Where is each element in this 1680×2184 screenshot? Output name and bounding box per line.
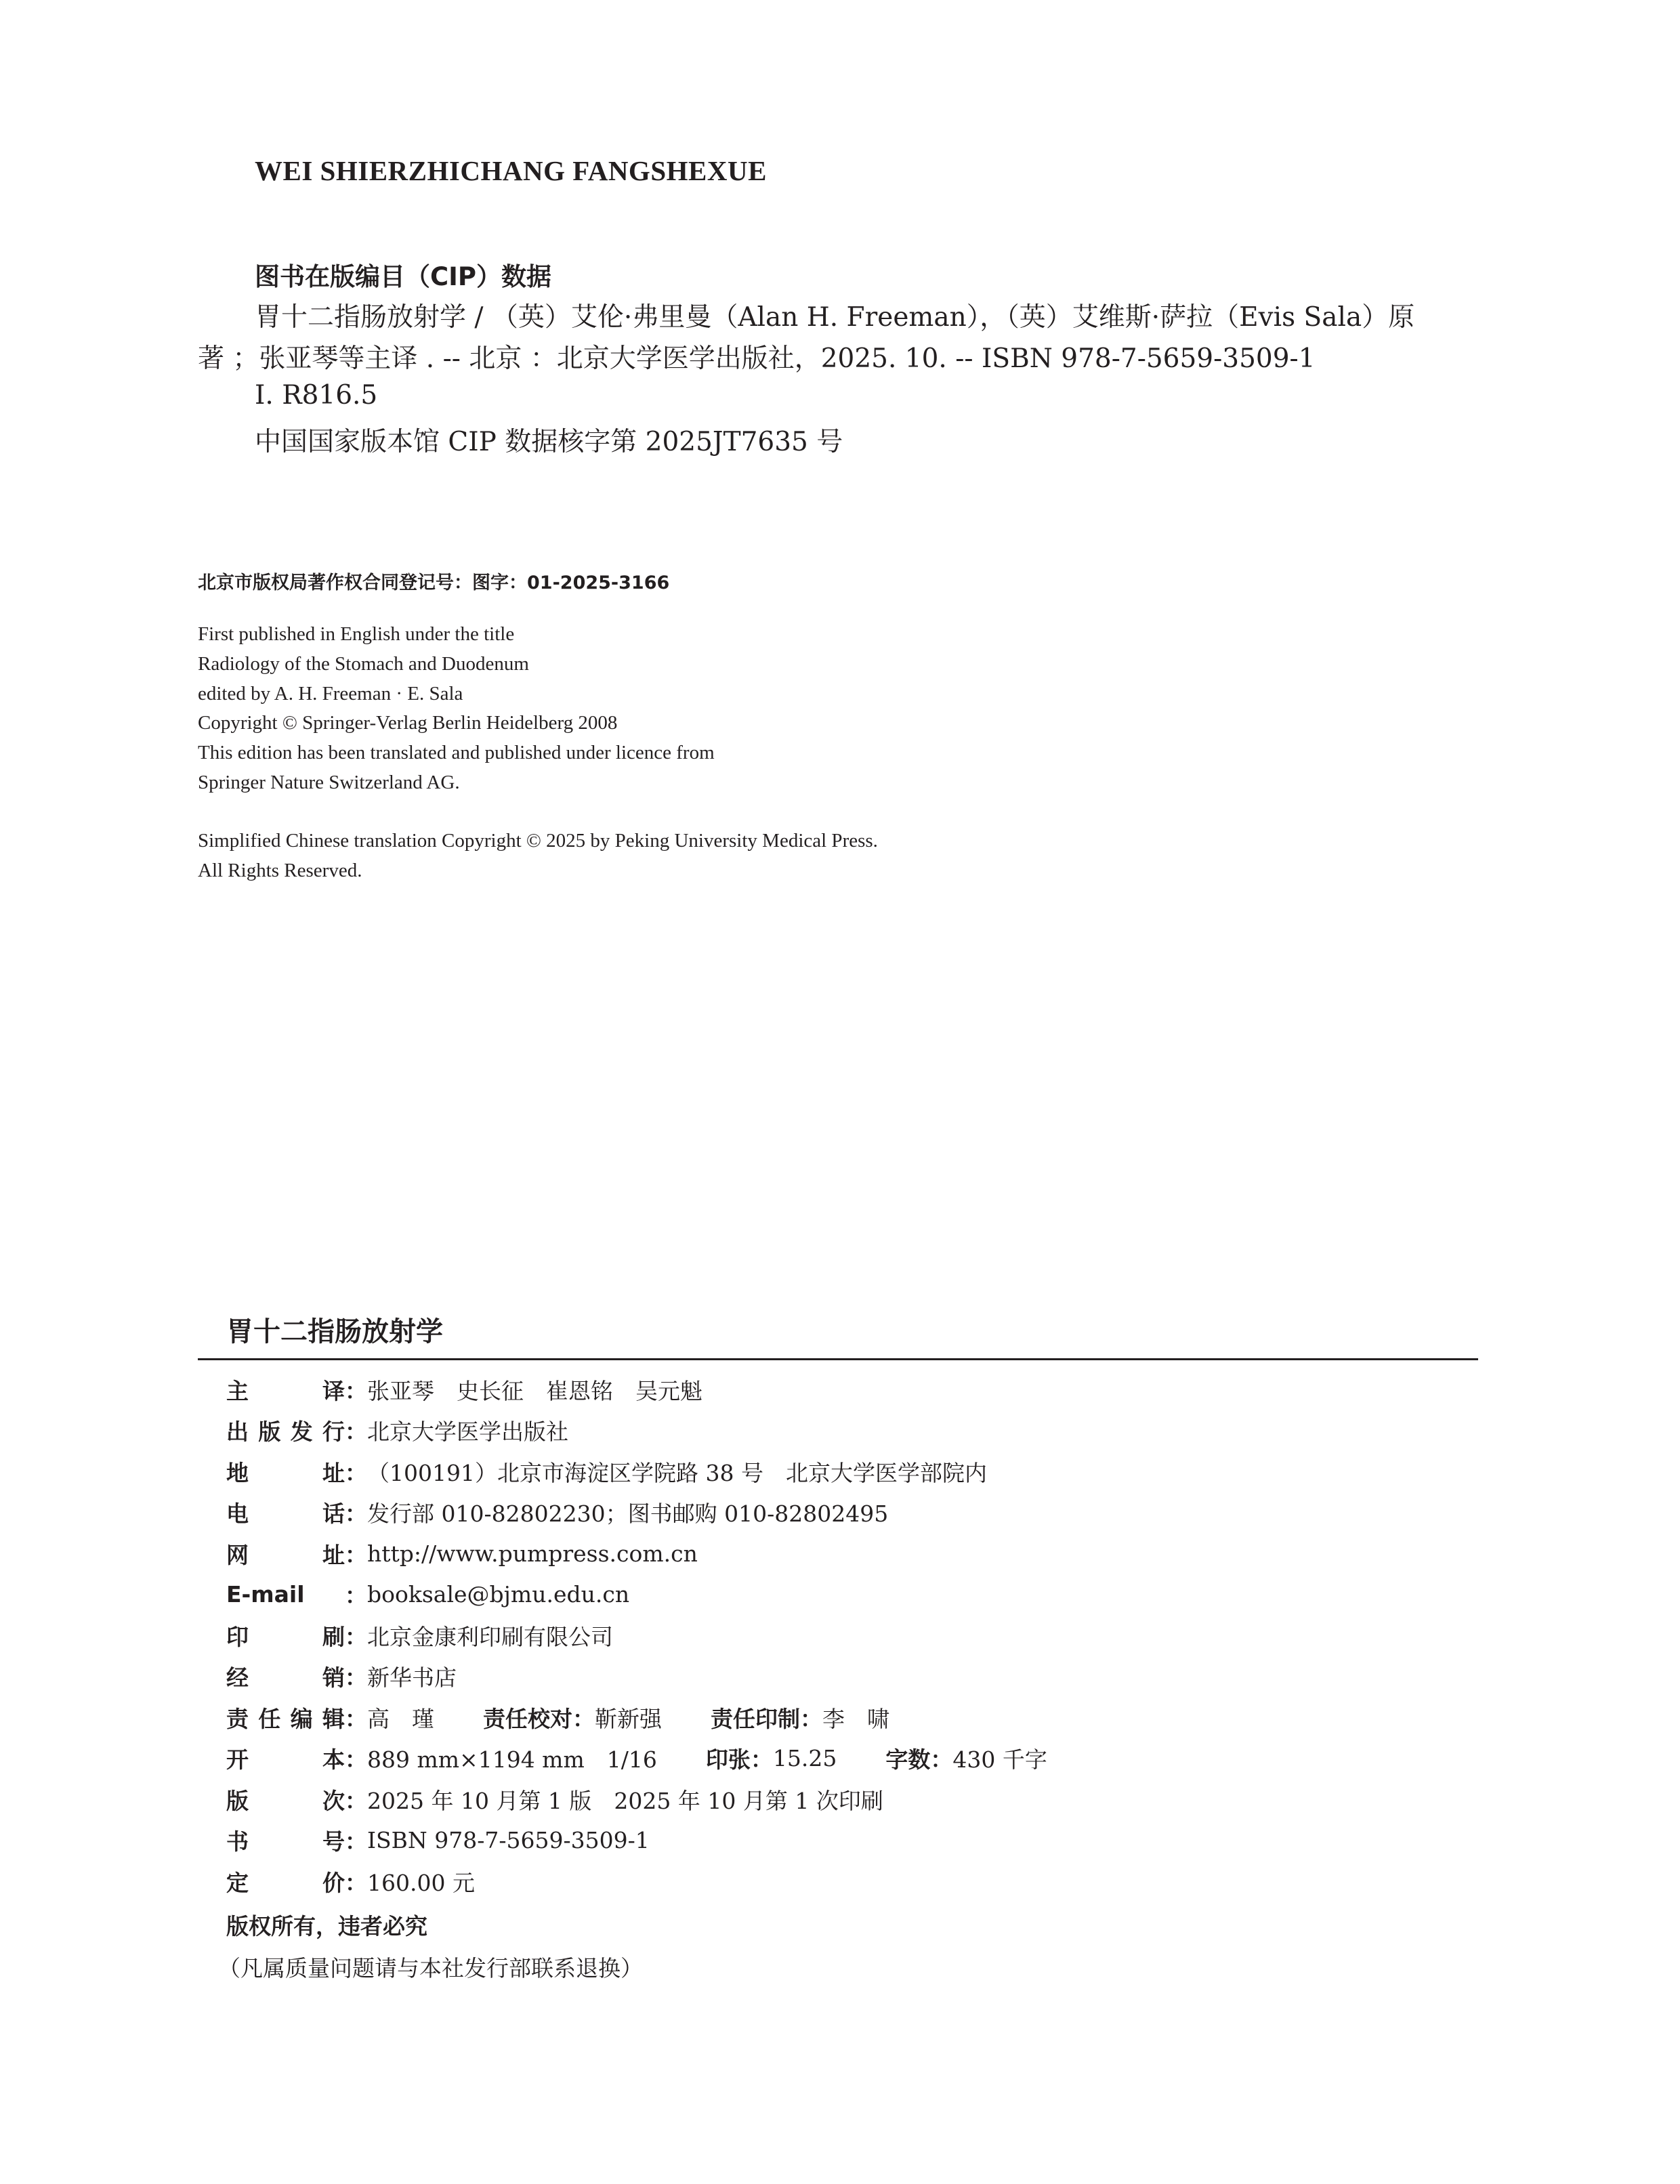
info-value: 李 啸 (822, 1705, 889, 1732)
info-value: ISBN 978-7-5659-3509-1 (367, 1826, 650, 1853)
info-row-distributor: 经销 ： 新华书店 (226, 1658, 457, 1694)
info-value: http://www.pumpress.com.cn (367, 1540, 698, 1567)
info-value: 889 mm×1194 mm 1/16 (367, 1746, 657, 1773)
cip-line: 著 ；张亚琴等主译 . -- 北京 ：北京大学医学出版社，2025. 10. -- ISBN 978-7-5659-3509-1 (198, 343, 1316, 374)
info-value: 2025 年 10 月第 1 版 2025 年 10 月第 1 次印刷 (367, 1787, 883, 1814)
english-notice-line: Radiology of the Stomach and Duodenum (198, 653, 529, 675)
info-value: 北京大学医学出版社 (367, 1418, 568, 1445)
info-value: 15.25 (772, 1744, 837, 1771)
info-label: 版次 (226, 1787, 345, 1814)
info-row-website: 网址 ： http://www.pumpress.com.cn (226, 1536, 698, 1571)
info-row-edition: 版次 ： 2025 年 10 月第 1 版 2025 年 10 月第 1 次印刷 (226, 1782, 883, 1817)
info-label: 书号 (226, 1828, 345, 1855)
info-row-address: 地址 ： （100191）北京市海淀区学院路 38 号 北京大学医学部院内 (226, 1454, 987, 1489)
english-notice-line: Copyright © Springer-Verlag Berlin Heidelberg 2008 (198, 712, 618, 734)
english-notice-line: Springer Nature Switzerland AG. (198, 772, 460, 793)
english-notice-line: This edition has been translated and published under licence from (198, 742, 715, 763)
info-label: 字数 (885, 1746, 931, 1773)
cip-heading: 图书在版编目（CIP）数据 (255, 262, 552, 291)
divider (198, 1358, 1478, 1360)
book-title: 胃十二指肠放射学 (226, 1316, 443, 1347)
info-row-translators: 主译 ： 张亚琴 史长征 崔恩铭 吴元魁 (226, 1372, 702, 1407)
cip-line: 胃十二指肠放射学 / （英）艾伦·弗里曼（Alan H. Freeman），（英）艾维斯·萨拉（Evis Sala）原 (255, 302, 1415, 333)
info-label: 出版发行 (226, 1418, 345, 1445)
translation-notice-line: Simplified Chinese translation Copyright © 2025 by Peking University Medical Press. (198, 830, 878, 852)
copyright-registration: 北京市版权局著作权合同登记号：图字：01-2025-3166 (198, 572, 670, 593)
info-label: 责任编辑 (226, 1705, 345, 1732)
info-label: 印张 (705, 1746, 751, 1773)
info-label: 经销 (226, 1664, 345, 1691)
info-label: 主译 (226, 1377, 345, 1404)
info-row-format: 开本 ： 889 mm×1194 mm 1/16 印张 ： 15.25 字数 ： 430 千字 (226, 1740, 1047, 1776)
rights-statement: 版权所有，违者必究 (226, 1913, 427, 1939)
info-value: 发行部 010-82802230；图书邮购 010-82802495 (367, 1500, 889, 1527)
info-label: 责任印制 (711, 1705, 800, 1732)
info-label: 网址 (226, 1541, 345, 1568)
info-value: （100191）北京市海淀区学院路 38 号 北京大学医学部院内 (367, 1459, 987, 1486)
info-row-publisher: 出版发行 ： 北京大学医学出版社 (226, 1412, 568, 1448)
info-value: 张亚琴 史长征 崔恩铭 吴元魁 (367, 1377, 702, 1404)
info-value: 430 千字 (952, 1746, 1047, 1773)
cip-classification: Ⅰ. R816.5 (255, 380, 378, 411)
info-value: 靳新强 (595, 1705, 662, 1732)
info-value: 北京金康利印刷有限公司 (367, 1623, 613, 1650)
info-row-phone: 电话 ： 发行部 010-82802230；图书邮购 010-82802495 (226, 1494, 888, 1530)
info-row-price: 定价 ： 160.00 元 (226, 1864, 475, 1899)
info-label: 定价 (226, 1869, 345, 1896)
info-row-editors: 责任编辑 ： 高 瑾 责任校对 ： 靳新强 责任印制 ： 李 啸 (226, 1700, 889, 1735)
info-label: 地址 (226, 1459, 345, 1486)
translation-notice-line: All Rights Reserved. (198, 860, 362, 881)
quality-note: （凡属质量问题请与本社发行部联系退换） (218, 1955, 643, 1981)
info-label: 印刷 (226, 1623, 345, 1650)
english-notice-line: First published in English under the title (198, 623, 515, 645)
info-value: booksale@bjmu.edu.cn (367, 1580, 630, 1608)
info-label: 责任校对 (483, 1705, 572, 1732)
pinyin-title: WEI SHIERZHICHANG FANGSHEXUE (255, 155, 767, 186)
info-value: 160.00 元 (367, 1869, 475, 1896)
info-label: 电话 (226, 1500, 345, 1527)
info-label: 开本 (226, 1746, 345, 1773)
english-notice-line: edited by A. H. Freeman · E. Sala (198, 683, 463, 705)
info-row-isbn: 书号 ： ISBN 978-7-5659-3509-1 (226, 1822, 650, 1857)
info-value: 新华书店 (367, 1664, 457, 1691)
info-row-printer: 印刷 ： 北京金康利印刷有限公司 (226, 1618, 613, 1653)
info-row-email: E-mail ： booksale@bjmu.edu.cn (226, 1580, 630, 1609)
cip-record-number: 中国国家版本馆 CIP 数据核字第 2025JT7635 号 (255, 427, 843, 457)
info-label: E-mail (226, 1580, 305, 1608)
info-value: 高 瑾 (367, 1705, 434, 1732)
